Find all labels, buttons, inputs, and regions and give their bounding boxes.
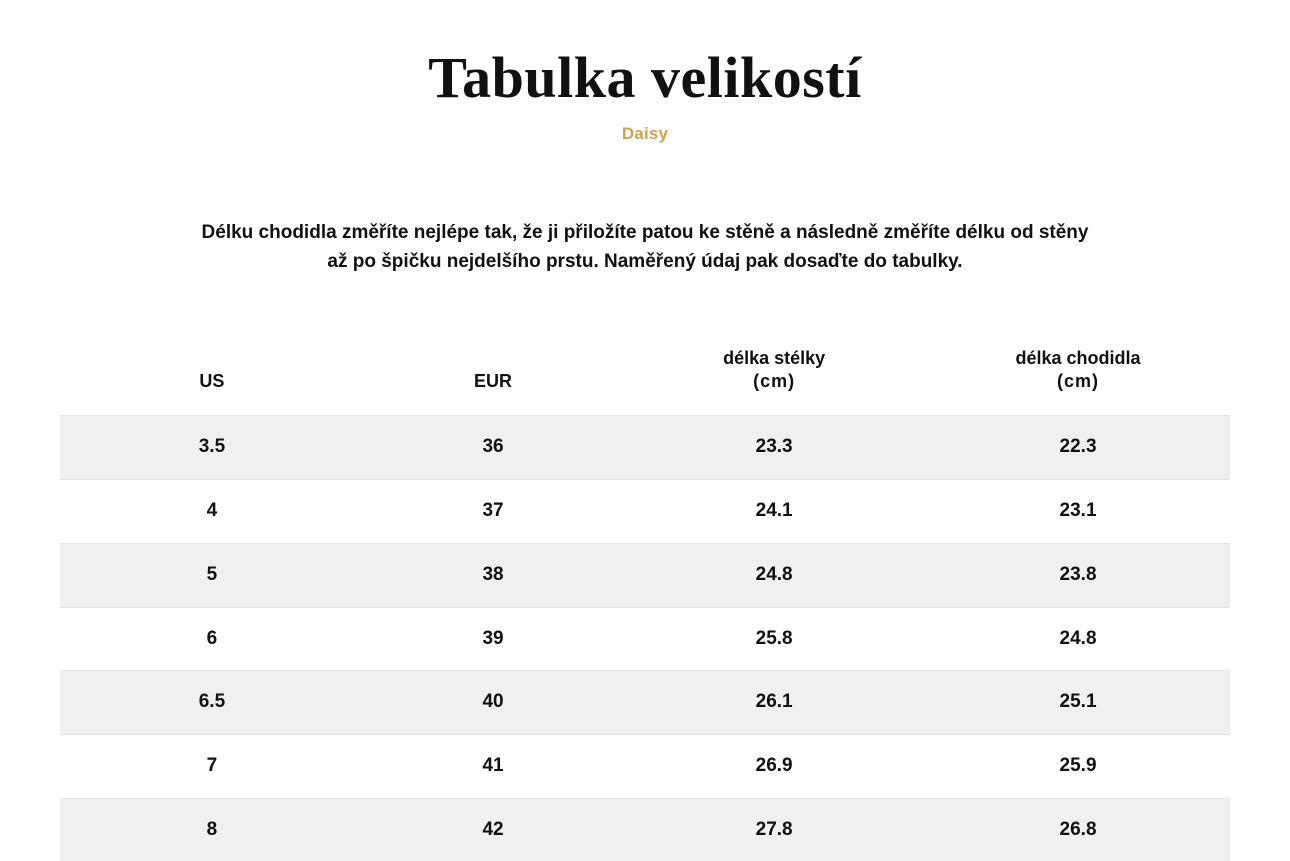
page-title: Tabulka velikostí <box>428 45 862 110</box>
cell-foot: 23.1 <box>1059 500 1097 522</box>
size-table <box>60 339 1230 861</box>
table-row <box>60 480 1230 544</box>
size-table-head <box>60 339 1230 416</box>
cell-us: 8 <box>206 818 218 840</box>
column-header-us <box>60 339 364 416</box>
column-header-foot-label: délka chodidla <box>1015 347 1141 368</box>
column-header-foot-length <box>926 339 1230 416</box>
cell-insole: 24.1 <box>755 500 793 522</box>
column-header-eur-label: EUR <box>474 371 513 392</box>
size-table-body <box>60 416 1230 861</box>
cell-eur: 39 <box>482 627 504 649</box>
table-row <box>60 734 1230 798</box>
cell-us: 6.5 <box>198 691 226 713</box>
cell-us: 5 <box>206 563 218 585</box>
table-row <box>60 798 1230 861</box>
cell-insole: 26.9 <box>755 754 793 776</box>
cell-us: 7 <box>206 754 218 776</box>
cell-foot: 22.3 <box>1059 436 1097 458</box>
cell-foot: 25.9 <box>1059 754 1097 776</box>
size-table-container <box>60 277 1230 861</box>
cell-insole: 24.8 <box>755 563 793 585</box>
column-header-us-label: US <box>199 371 225 392</box>
cell-insole: 25.8 <box>755 627 793 649</box>
table-row <box>60 416 1230 480</box>
cell-insole: 27.8 <box>755 818 793 840</box>
cell-eur: 38 <box>482 563 504 585</box>
cell-foot: 24.8 <box>1059 627 1097 649</box>
column-header-foot-unit: (cm) <box>1057 371 1100 392</box>
cell-foot: 25.1 <box>1059 691 1097 713</box>
column-header-eur <box>364 339 622 416</box>
cell-eur: 41 <box>482 754 504 776</box>
cell-us: 4 <box>206 500 218 522</box>
cell-insole: 23.3 <box>755 436 793 458</box>
instructions-line-1: Délku chodidla změříte nejlépe tak, že ji přiložíte patou ke stěně a následně změříte <box>201 221 951 243</box>
cell-eur: 42 <box>482 818 504 840</box>
cell-eur: 37 <box>482 500 504 522</box>
cell-us: 6 <box>206 627 218 649</box>
column-header-insole-label: délka stélky <box>723 347 826 368</box>
table-row <box>60 671 1230 735</box>
cell-foot: 26.8 <box>1059 818 1097 840</box>
cell-us: 3.5 <box>198 436 226 458</box>
cell-eur: 36 <box>482 436 504 458</box>
table-row <box>60 607 1230 671</box>
column-header-insole-length <box>622 339 926 416</box>
cell-insole: 26.1 <box>755 691 793 713</box>
product-name-subtitle: Daisy <box>621 123 669 143</box>
table-header-row <box>60 339 1230 416</box>
table-row <box>60 543 1230 607</box>
column-header-insole-unit: (cm) <box>753 371 796 392</box>
instructions-line-2: délku od stěny až po špičku nejdelšího prstu. Naměřený údaj pak dosaďte do tabulky. <box>327 221 1089 273</box>
cell-foot: 23.8 <box>1059 563 1097 585</box>
cell-eur: 40 <box>482 691 504 713</box>
measurement-instructions <box>195 144 1095 277</box>
